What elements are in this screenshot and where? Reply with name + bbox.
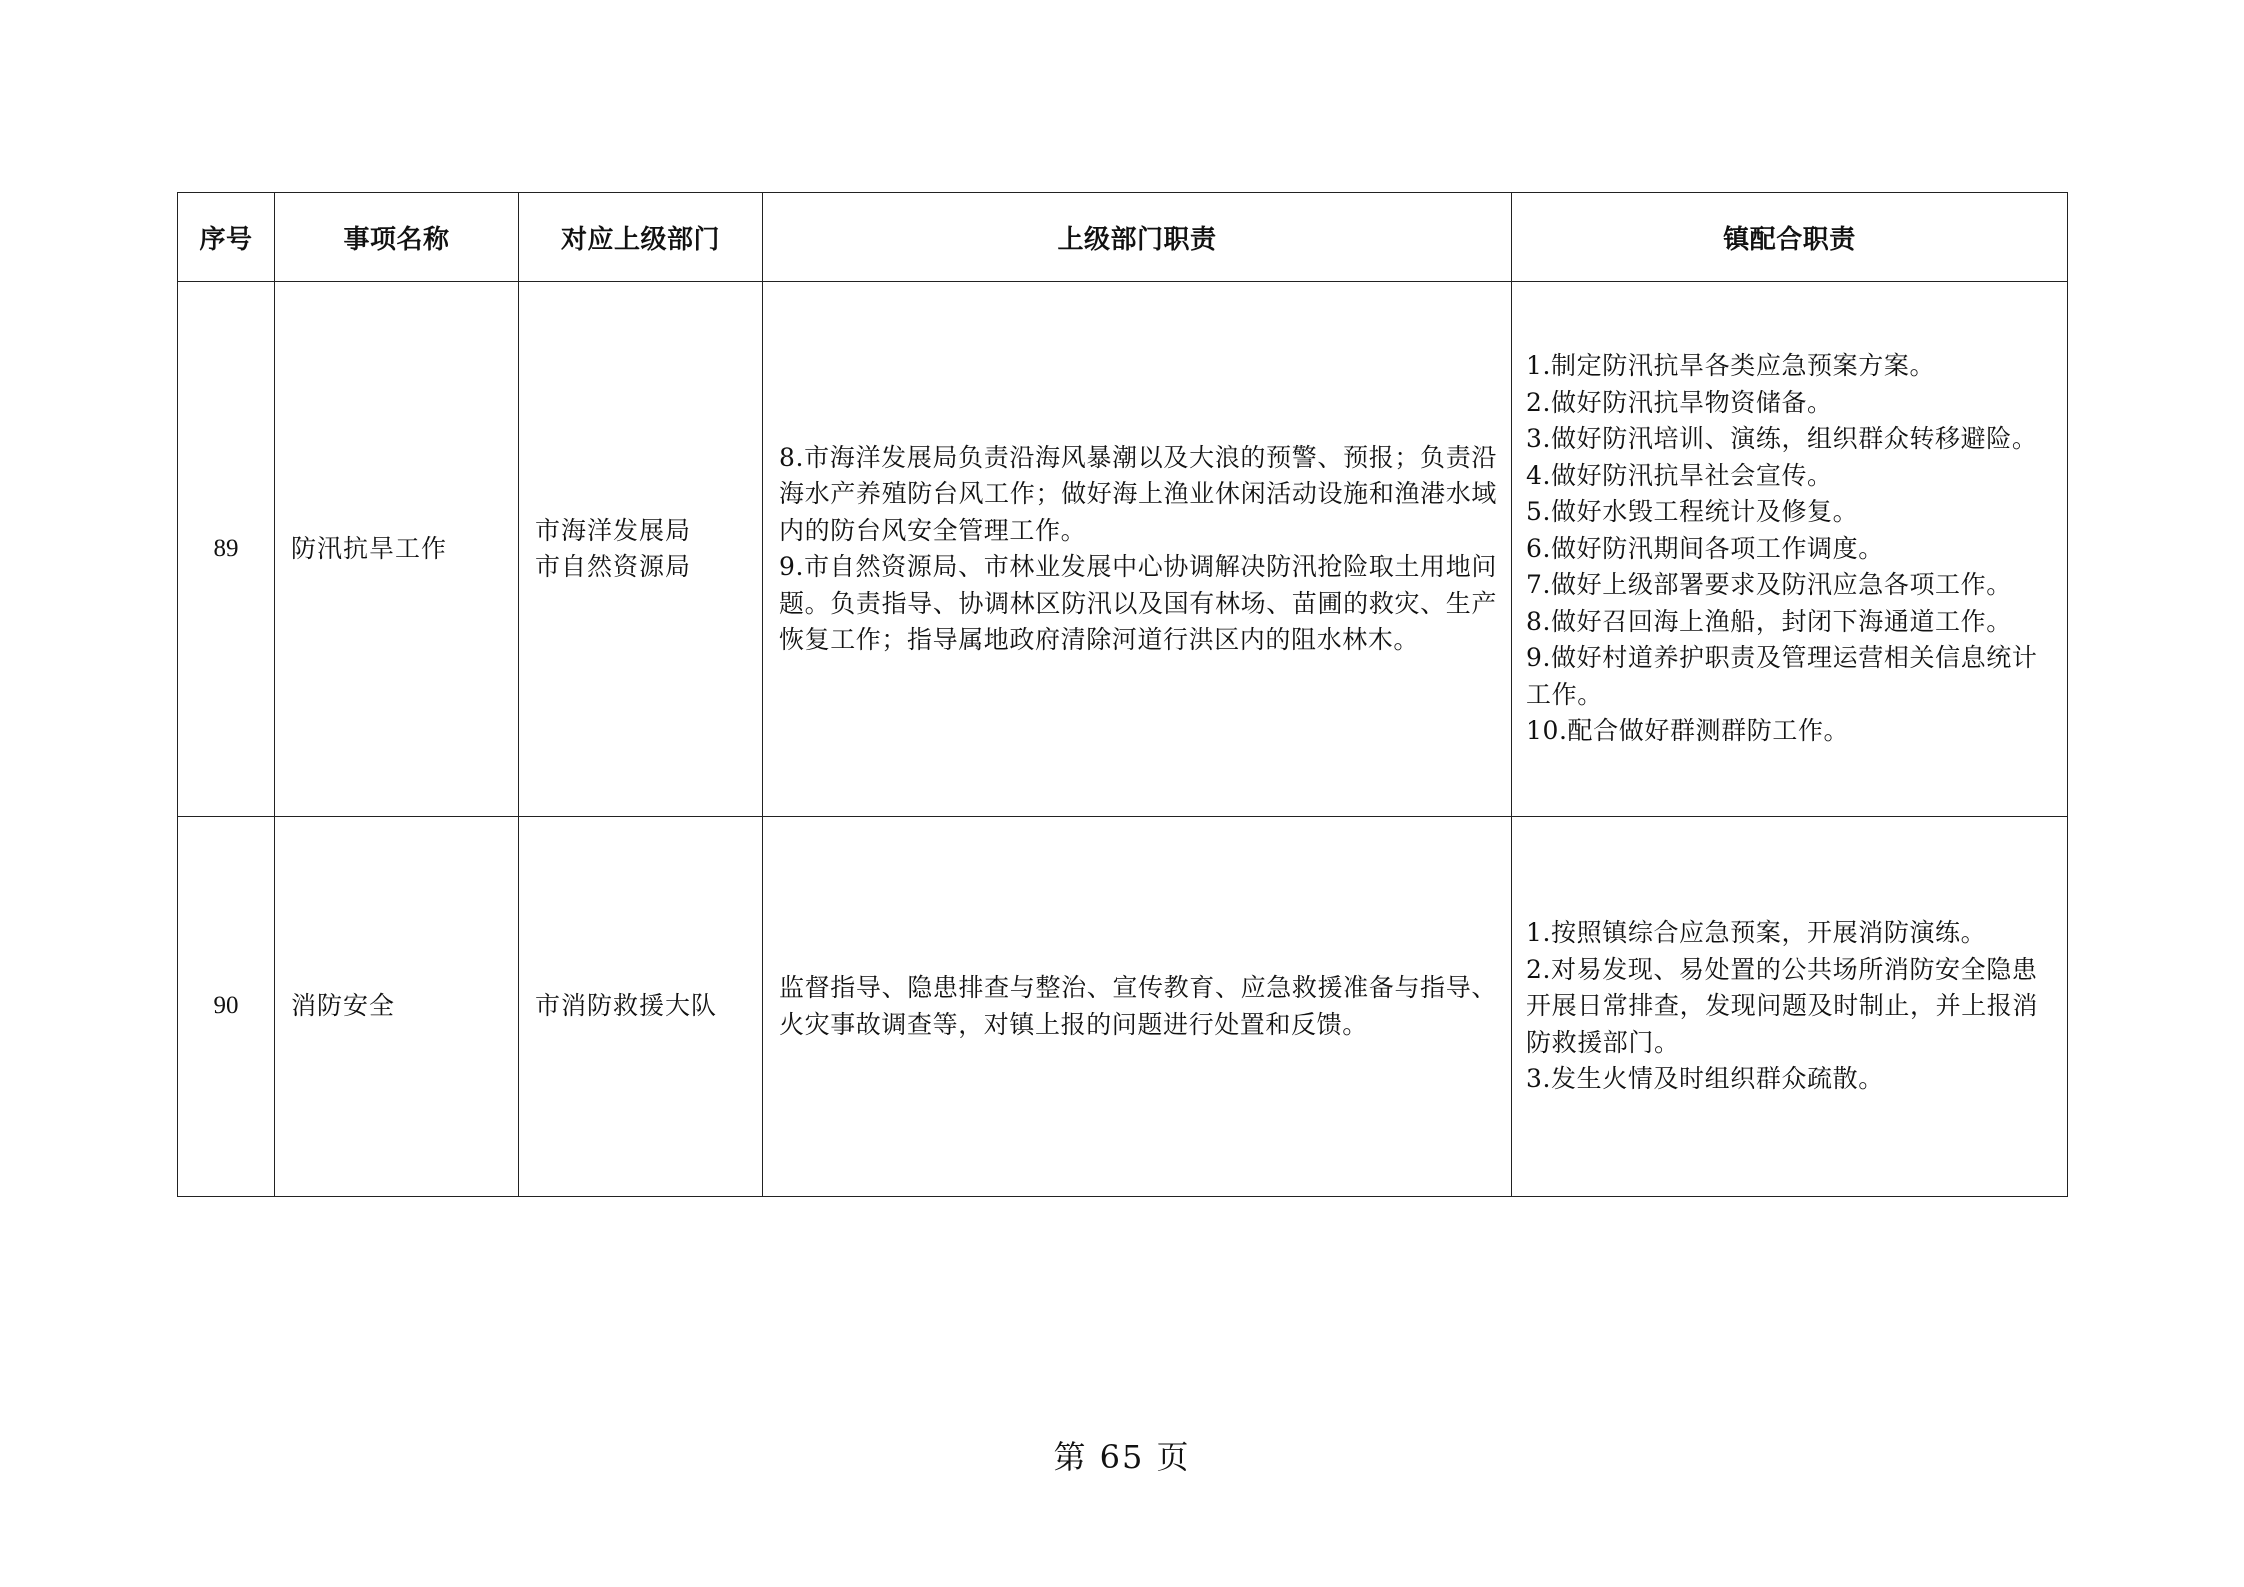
town-duty-item: 4.做好防汛抗旱社会宣传。 <box>1526 460 1833 490</box>
town-duty-item: 9.做好村道养护职责及管理运营相关信息统计工作。 <box>1526 643 2038 709</box>
town-duty-item: 7.做好上级部署要求及防汛应急各项工作。 <box>1526 570 2012 600</box>
town-duty-item: 2.做好防汛抗旱物资储备。 <box>1526 387 1833 417</box>
superior-dept-duty <box>763 282 1512 817</box>
row-number: 90 <box>178 817 275 1197</box>
dept-line: 市消防救援大队 <box>535 991 718 1021</box>
table-row <box>178 817 2068 1197</box>
town-duty-item: 5.做好水毁工程统计及修复。 <box>1526 497 1859 527</box>
town-duty <box>1512 817 2068 1197</box>
table-header-row <box>178 193 2068 282</box>
duty-paragraph: 8.市海洋发展局负责沿海风暴潮以及大浪的预警、预报；负责沿海水产养殖防台风工作；做好海上渔业休闲活动设施和渔港水域内的防台风安全管理工作。 <box>779 442 1497 545</box>
town-duty-item: 1.制定防汛抗旱各类应急预案方案。 <box>1526 351 1936 381</box>
header-superior-dept: 对应上级部门 <box>519 193 763 282</box>
town-duty-item: 6.做好防汛期间各项工作调度。 <box>1526 533 1884 563</box>
table-row <box>178 282 2068 817</box>
row-number: 89 <box>178 282 275 817</box>
header-superior-dept-duty: 上级部门职责 <box>763 193 1512 282</box>
town-duty-item: 10.配合做好群测群防工作。 <box>1526 716 1850 746</box>
town-duty-item: 3.发生火情及时组织群众疏散。 <box>1526 1064 1884 1094</box>
superior-dept <box>519 282 763 817</box>
duty-paragraph: 9.市自然资源局、市林业发展中心协调解决防汛抢险取土用地问题。负责指导、协调林区防汛以及国有林场、苗圃的救灾、生产恢复工作；指导属地政府清除河道行洪区内的阻水林木。 <box>779 552 1497 654</box>
dept-line: 市自然资源局 <box>535 552 692 581</box>
header-town-duty: 镇配合职责 <box>1512 193 2068 282</box>
duty-table <box>177 192 2068 1197</box>
superior-dept-duty <box>763 817 1512 1197</box>
town-duty <box>1512 282 2068 817</box>
town-duty-item: 2.对易发现、易处置的公共场所消防安全隐患开展日常排查，发现问题及时制止，并上报消防救援部门。 <box>1526 954 2039 1057</box>
header-no: 序号 <box>178 193 275 282</box>
item-name: 消防安全 <box>275 817 519 1197</box>
item-name: 防汛抗旱工作 <box>275 282 519 817</box>
duty-paragraph: 监督指导、隐患排查与整治、宣传教育、应急救援准备与指导、火灾事故调查等，对镇上报的问题进行处置和反馈。 <box>779 973 1497 1039</box>
town-duty-item: 1.按照镇综合应急预案，开展消防演练。 <box>1526 918 1987 948</box>
dept-line: 市海洋发展局 <box>535 515 692 545</box>
town-duty-item: 3.做好防汛培训、演练，组织群众转移避险。 <box>1526 424 2038 454</box>
header-item-name: 事项名称 <box>275 193 519 282</box>
town-duty-item: 8.做好召回海上渔船，封闭下海通道工作。 <box>1526 606 2012 636</box>
page-number: 第 65 页 <box>1053 1438 1191 1476</box>
superior-dept <box>519 817 763 1197</box>
